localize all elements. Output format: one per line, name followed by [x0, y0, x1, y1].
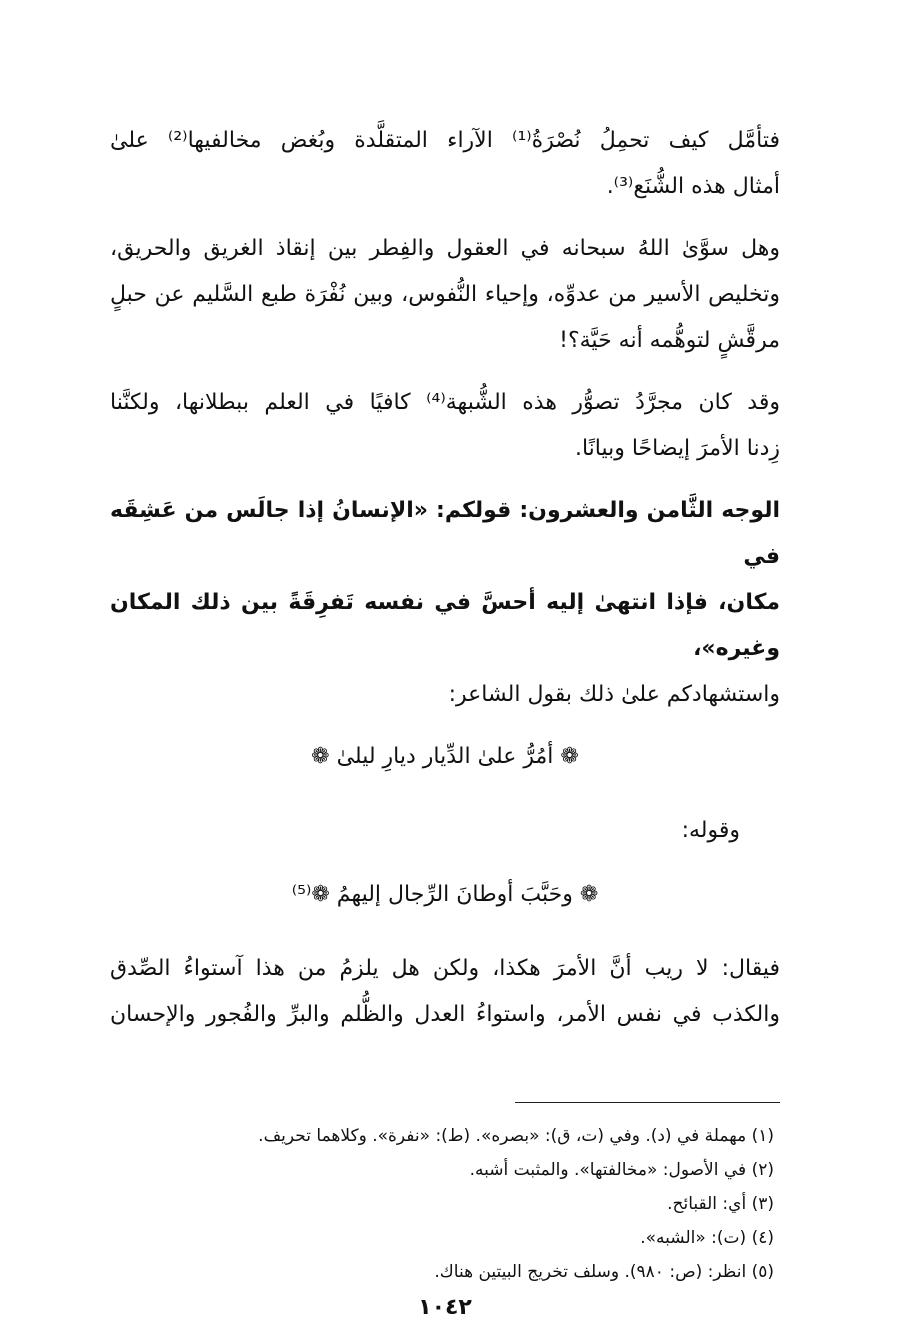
paragraph-2 [110, 226, 780, 364]
section-heading-line: الوجه الثَّامن والعشرون: قولكم: «الإنسانُ إذا جالَس من عَشِقَه في [110, 498, 780, 569]
verse-quote-2: ❁ وحَبَّبَ أوطانَ الرِّجال إليهمُ ❁⁽⁵⁾ [291, 882, 599, 907]
text-line: وقد كان مجرَّدُ تصوُّر هذه الشُّبهة⁽⁴⁾ كافيًا في العلم ببطلانها، ولكنَّنا [110, 390, 780, 415]
text-line: وهل سوَّىٰ اللهُ سبحانه في العقول والفِطر بين إنقاذ الغريق والحريق، [110, 236, 780, 261]
page-number: ١٠٤٢ [418, 1295, 472, 1320]
text-line: فيقال: لا ريب أنَّ الأمرَ هكذا، ولكن هل يلزمُ من هذا آستواءُ الصِّدق [110, 956, 780, 981]
footnote: (٥) انظر: (ص: ٩٨٠). وسلف تخريج البيتين هناك. [434, 1262, 774, 1282]
paragraph-3 [110, 380, 780, 472]
text-line: وتخليص الأسير من عدوِّه، وإحياء النُّفوس، وبين نُفْرَة طبع السَّليم عن حبلٍ [110, 282, 780, 307]
footnote: (١) مهملة في (د). وفي (ت، ق): «بصره». (ط): «نفرة». وكلاهما تحريف. [258, 1126, 774, 1146]
verse-quote-1: ❁ أمُرُّ علىٰ الدِّيار ديارِ ليلىٰ ❁ [311, 744, 579, 769]
paragraph-1 [110, 118, 780, 210]
document-page [110, 118, 780, 1320]
footnote: (٢) في الأصول: «مخالفتها». والمثبت أشبه. [469, 1160, 774, 1180]
verse-intro: وقوله: [681, 818, 740, 843]
footnote: (٤) (ت): «الشبه». [640, 1228, 774, 1248]
section-heading-line: مكان، فإذا انتهىٰ إليه أحسَّ في نفسه تَفرِقَةً بين ذلك المكان وغيره»، [110, 590, 780, 661]
footnote: (٣) أي: القبائح. [667, 1194, 774, 1214]
text-line: مرقَّشٍ لتوهُّمه أنه حَيَّة؟! [559, 328, 780, 353]
footnote-separator [515, 1102, 780, 1103]
section-28 [110, 488, 780, 718]
text-line: أمثال هذه الشُّنَع⁽³⁾. [606, 174, 780, 199]
paragraph-final [110, 946, 780, 1038]
text-line: واستشهادكم علىٰ ذلك بقول الشاعر: [448, 682, 780, 707]
text-line: زِدنا الأمرَ إيضاحًا وبيانًا. [574, 436, 780, 461]
text-line: فتأمَّل كيف تحمِلُ نُصْرَةُ⁽¹⁾ الآراء المتقلَّدة وبُغض مخالفيها⁽²⁾ علىٰ [110, 128, 780, 153]
text-line: والكذب في نفس الأمر، واستواءُ العدل والظُّلم والبرِّ والفُجور والإحسان [110, 1002, 780, 1027]
footnotes [110, 1119, 780, 1289]
